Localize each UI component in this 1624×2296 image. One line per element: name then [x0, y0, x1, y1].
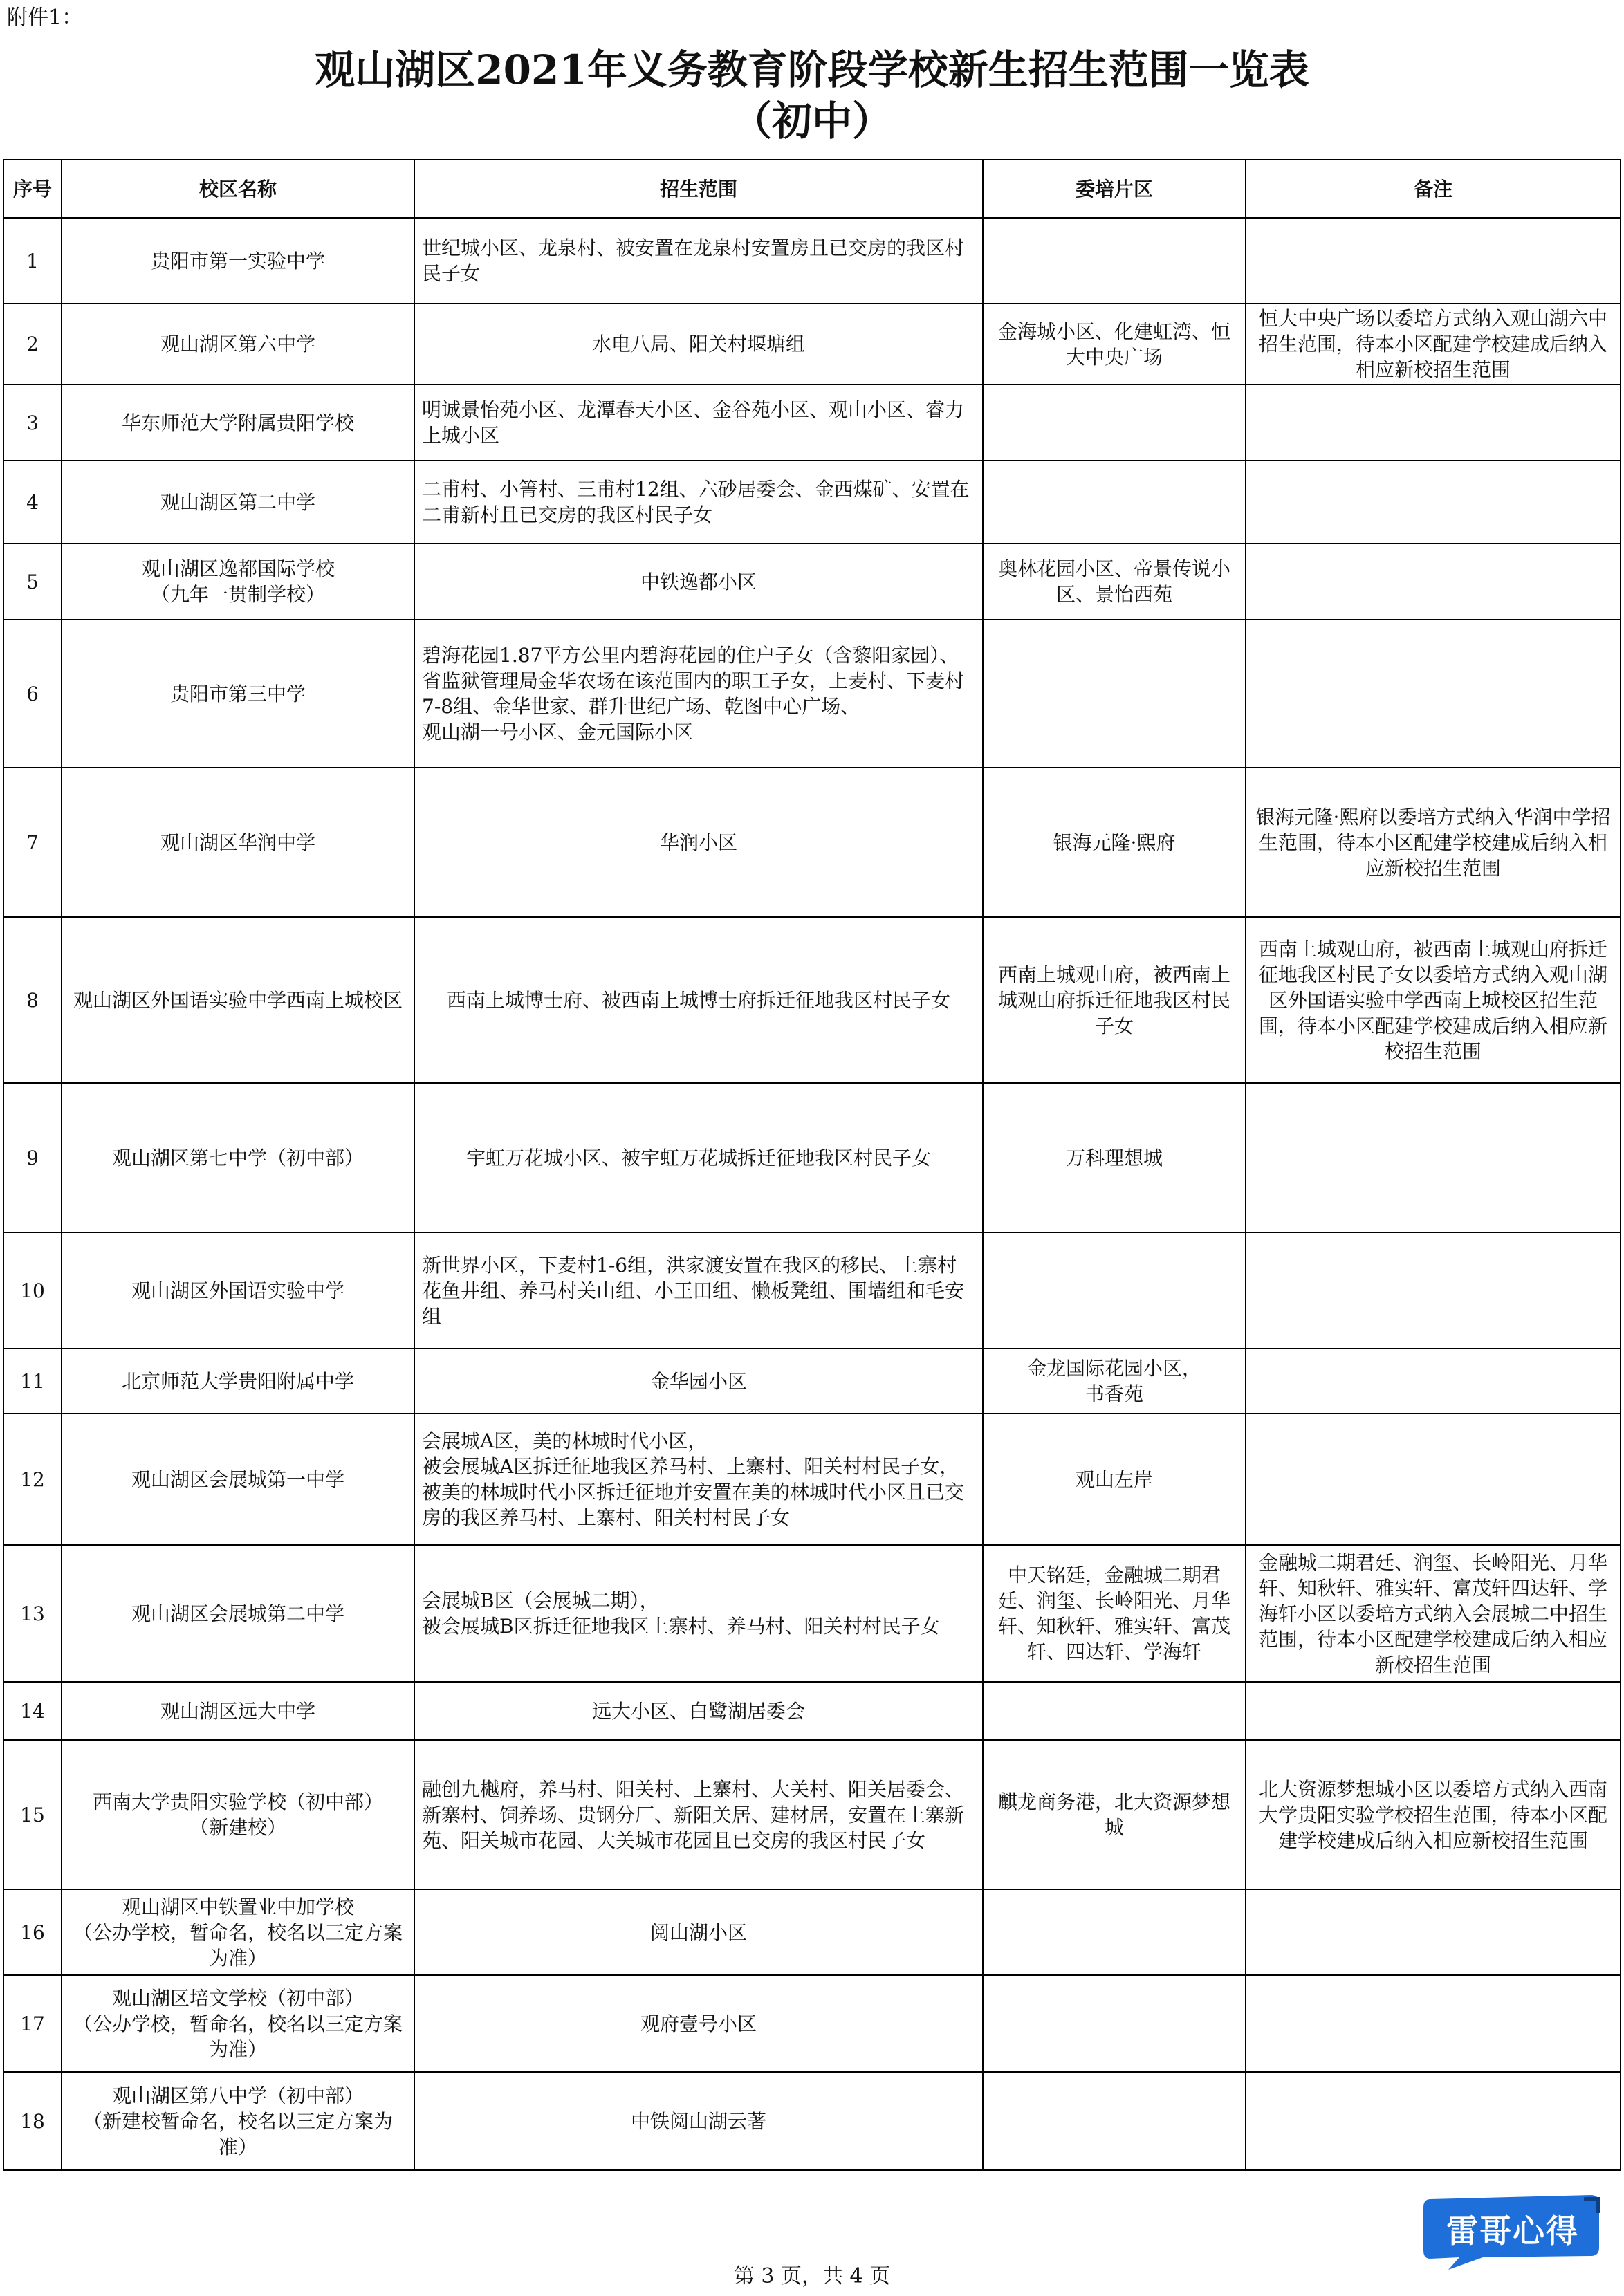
- cell-commission-district: [983, 218, 1246, 304]
- cell-school-name: 观山湖区逸都国际学校 （九年一贯制学校）: [62, 544, 414, 620]
- cell-enroll-range: 金华园小区: [414, 1349, 983, 1414]
- cell-commission-district: [983, 620, 1246, 768]
- table-row: [3, 1232, 1621, 1349]
- table-row: [3, 1545, 1621, 1682]
- enrollment-table: [3, 159, 1621, 2171]
- cell-commission-district: 麒龙商务港，北大资源梦想城: [983, 1740, 1246, 1889]
- cell-school-name: 观山湖区华润中学: [62, 768, 414, 917]
- table-row: [3, 2072, 1621, 2170]
- attachment-label: 附件1：: [7, 6, 83, 30]
- cell-no: 10: [3, 1232, 62, 1349]
- cell-enroll-range: 世纪城小区、龙泉村、被安置在龙泉村安置房且已交房的我区村民子女: [414, 218, 983, 304]
- cell-enroll-range: 宇虹万花城小区、被宇虹万花城拆迁征地我区村民子女: [414, 1083, 983, 1232]
- cell-commission-district: [983, 385, 1246, 461]
- table-row: [3, 304, 1621, 385]
- cell-enroll-range: 西南上城博士府、被西南上城博士府拆迁征地我区村民子女: [414, 917, 983, 1083]
- cell-remarks: 西南上城观山府，被西南上城观山府拆迁征地我区村民子女以委培方式纳入观山湖区外国语实验中学西南上城校区招生范围，待本小区配建学校建成后纳入相应新校招生范围: [1246, 917, 1621, 1083]
- cell-no: 15: [3, 1740, 62, 1889]
- cell-remarks: [1246, 1414, 1621, 1545]
- page-title: 观山湖区2021年义务教育阶段学校新生招生范围一览表: [315, 46, 1309, 93]
- cell-enroll-range: 中铁阅山湖云著: [414, 2072, 983, 2170]
- cell-enroll-range: 明诚景怡苑小区、龙潭春天小区、金谷苑小区、观山小区、睿力上城小区: [414, 385, 983, 461]
- page-subtitle: （初中）: [731, 98, 892, 145]
- cell-remarks: [1246, 1232, 1621, 1349]
- cell-no: 17: [3, 1975, 62, 2072]
- table-row: [3, 1414, 1621, 1545]
- cell-commission-district: [983, 2072, 1246, 2170]
- cell-school-name: 贵阳市第三中学: [62, 620, 414, 768]
- cell-remarks: 北大资源梦想城小区以委培方式纳入西南大学贵阳实验学校招生范围，待本小区配建学校建成后纳入相应新校招生范围: [1246, 1740, 1621, 1889]
- cell-enroll-range: 中铁逸都小区: [414, 544, 983, 620]
- table-row: [3, 1083, 1621, 1232]
- cell-remarks: [1246, 620, 1621, 768]
- cell-commission-district: 金海城小区、化建虹湾、恒大中央广场: [983, 304, 1246, 385]
- header-school-name: 校区名称: [62, 160, 414, 218]
- cell-school-name: 观山湖区培文学校（初中部） （公办学校，暂命名，校名以三定方案为准）: [62, 1975, 414, 2072]
- cell-enroll-range: 观府壹号小区: [414, 1975, 983, 2072]
- cell-school-name: 观山湖区远大中学: [62, 1682, 414, 1740]
- cell-remarks: [1246, 1682, 1621, 1740]
- table-row: [3, 1740, 1621, 1889]
- cell-commission-district: 万科理想城: [983, 1083, 1246, 1232]
- cell-school-name: 西南大学贵阳实验学校（初中部） （新建校）: [62, 1740, 414, 1889]
- cell-commission-district: 西南上城观山府，被西南上城观山府拆迁征地我区村民子女: [983, 917, 1246, 1083]
- cell-enroll-range: 二甫村、小箐村、三甫村12组、六砂居委会、金西煤矿、安置在二甫新村且已交房的我区村民子女: [414, 461, 983, 544]
- cell-no: 13: [3, 1545, 62, 1682]
- cell-school-name: 华东师范大学附属贵阳学校: [62, 385, 414, 461]
- cell-commission-district: [983, 461, 1246, 544]
- cell-school-name: 观山湖区会展城第一中学: [62, 1414, 414, 1545]
- cell-remarks: 恒大中央广场以委培方式纳入观山湖六中招生范围，待本小区配建学校建成后纳入相应新校招生范围: [1246, 304, 1621, 385]
- table-row: [3, 1889, 1621, 1975]
- cell-no: 18: [3, 2072, 62, 2170]
- cell-school-name: 观山湖区第二中学: [62, 461, 414, 544]
- cell-no: 14: [3, 1682, 62, 1740]
- cell-no: 5: [3, 544, 62, 620]
- cell-school-name: 观山湖区会展城第二中学: [62, 1545, 414, 1682]
- cell-enroll-range: 远大小区、白鹭湖居委会: [414, 1682, 983, 1740]
- cell-remarks: [1246, 1889, 1621, 1975]
- cell-school-name: 观山湖区中铁置业中加学校 （公办学校，暂命名，校名以三定方案为准）: [62, 1889, 414, 1975]
- table-row: [3, 620, 1621, 768]
- cell-no: 12: [3, 1414, 62, 1545]
- header-commission-district: 委培片区: [983, 160, 1246, 218]
- cell-no: 16: [3, 1889, 62, 1975]
- cell-commission-district: 银海元隆·熙府: [983, 768, 1246, 917]
- header-remarks: 备注: [1246, 160, 1621, 218]
- cell-no: 6: [3, 620, 62, 768]
- cell-remarks: [1246, 1349, 1621, 1414]
- cell-commission-district: [983, 1682, 1246, 1740]
- cell-remarks: [1246, 2072, 1621, 2170]
- cell-enroll-range: 碧海花园1.87平方公里内碧海花园的住户子女（含黎阳家园）、省监狱管理局金华农场在该范围内的职工子女，上麦村、下麦村7-8组、金华世家、群升世纪广场、乾图中心广场、 观山湖一号小区、金元国际小区: [414, 620, 983, 768]
- cell-remarks: [1246, 385, 1621, 461]
- table-row: [3, 768, 1621, 917]
- page-footer: 第 3 页，共 4 页: [733, 2264, 891, 2288]
- cell-no: 8: [3, 917, 62, 1083]
- cell-remarks: [1246, 544, 1621, 620]
- cell-enroll-range: 阅山湖小区: [414, 1889, 983, 1975]
- cell-commission-district: 金龙国际花园小区， 书香苑: [983, 1349, 1246, 1414]
- cell-school-name: 观山湖区第八中学（初中部） （新建校暂命名，校名以三定方案为准）: [62, 2072, 414, 2170]
- cell-enroll-range: 会展城B区（会展城二期）， 被会展城B区拆迁征地我区上寨村、养马村、阳关村村民子女: [414, 1545, 983, 1682]
- cell-remarks: 金融城二期君廷、润玺、长岭阳光、月华轩、知秋轩、雅实轩、富茂轩四达轩、学海轩小区以委培方式纳入会展城二中招生范围，待本小区配建学校建成后纳入相应新校招生范围: [1246, 1545, 1621, 1682]
- table-row: [3, 218, 1621, 304]
- watermark-text: 雷哥心得: [1446, 2212, 1579, 2250]
- cell-commission-district: [983, 1232, 1246, 1349]
- cell-commission-district: 奥林花园小区、帝景传说小区、景怡西苑: [983, 544, 1246, 620]
- cell-school-name: 观山湖区第六中学: [62, 304, 414, 385]
- table-row: [3, 1349, 1621, 1414]
- cell-school-name: 北京师范大学贵阳附属中学: [62, 1349, 414, 1414]
- cell-remarks: [1246, 461, 1621, 544]
- cell-commission-district: [983, 1975, 1246, 2072]
- cell-school-name: 观山湖区第七中学（初中部）: [62, 1083, 414, 1232]
- cell-enroll-range: 华润小区: [414, 768, 983, 917]
- cell-no: 2: [3, 304, 62, 385]
- table-row: [3, 1975, 1621, 2072]
- table-row: [3, 385, 1621, 461]
- cell-remarks: [1246, 1975, 1621, 2072]
- table-row: [3, 1682, 1621, 1740]
- cell-school-name: 观山湖区外国语实验中学西南上城校区: [62, 917, 414, 1083]
- table-header-row: [3, 160, 1621, 218]
- cell-no: 11: [3, 1349, 62, 1414]
- cell-no: 9: [3, 1083, 62, 1232]
- cell-commission-district: [983, 1889, 1246, 1975]
- cell-no: 1: [3, 218, 62, 304]
- cell-school-name: 贵阳市第一实验中学: [62, 218, 414, 304]
- table-row: [3, 917, 1621, 1083]
- cell-remarks: 银海元隆·熙府以委培方式纳入华润中学招生范围，待本小区配建学校建成后纳入相应新校招生范围: [1246, 768, 1621, 917]
- cell-no: 4: [3, 461, 62, 544]
- cell-enroll-range: 新世界小区，下麦村1-6组，洪家渡安置在我区的移民、上寨村花鱼井组、养马村关山组、小王田组、懒板凳组、围墙组和毛安组: [414, 1232, 983, 1349]
- cell-commission-district: 观山左岸: [983, 1414, 1246, 1545]
- cell-commission-district: 中天铭廷，金融城二期君廷、润玺、长岭阳光、月华轩、知秋轩、雅实轩、富茂轩、四达轩、学海轩: [983, 1545, 1246, 1682]
- cell-no: 7: [3, 768, 62, 917]
- cell-enroll-range: 融创九樾府，养马村、阳关村、上寨村、大关村、阳关居委会、新寨村、饲养场、贵钢分厂、新阳关居、建材居，安置在上寨新苑、阳关城市花园、大关城市花园且已交房的我区村民子女: [414, 1740, 983, 1889]
- table-row: [3, 461, 1621, 544]
- cell-enroll-range: 水电八局、阳关村堰塘组: [414, 304, 983, 385]
- cell-enroll-range: 会展城A区，美的林城时代小区， 被会展城A区拆迁征地我区养马村、上寨村、阳关村村民子女， 被美的林城时代小区拆迁征地并安置在美的林城时代小区且已交房的我区养马村、上寨村、阳关村村民子女: [414, 1414, 983, 1545]
- table-row: [3, 544, 1621, 620]
- header-enroll-range: 招生范围: [414, 160, 983, 218]
- header-no: 序号: [3, 160, 62, 218]
- cell-remarks: [1246, 1083, 1621, 1232]
- cell-no: 3: [3, 385, 62, 461]
- cell-school-name: 观山湖区外国语实验中学: [62, 1232, 414, 1349]
- cell-remarks: [1246, 218, 1621, 304]
